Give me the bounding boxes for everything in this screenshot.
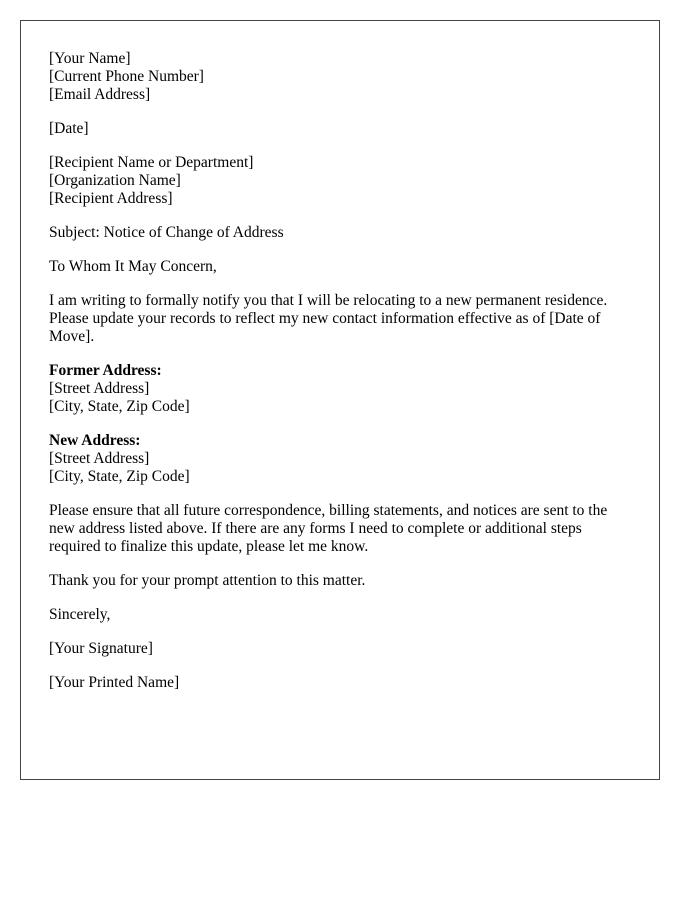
sender-email: [Email Address] (49, 86, 151, 103)
letter-date: [Date] (49, 120, 89, 137)
former-street: [Street Address] (49, 380, 150, 397)
intro-paragraph: I am writing to formally notify you that I will be relocating to a new permanent residence. Please update your records to reflect my new contact information effective as of [Date of Move]. (49, 292, 608, 345)
recipient-organization: [Organization Name] (49, 172, 181, 189)
former-address-block (49, 362, 631, 416)
salutation-block (49, 258, 631, 276)
former-address-heading: Former Address: (49, 362, 162, 379)
subject-block (49, 224, 631, 242)
date-block (49, 120, 631, 138)
recipient-address: [Recipient Address] (49, 190, 173, 207)
new-city-state-zip: [City, State, Zip Code] (49, 468, 190, 485)
printed-name: [Your Printed Name] (49, 674, 180, 691)
signature-block (49, 640, 631, 658)
thanks-block (49, 572, 631, 590)
sender-name: [Your Name] (49, 50, 131, 67)
letter-page (20, 20, 660, 780)
new-address-block (49, 432, 631, 486)
sender-phone: [Current Phone Number] (49, 68, 204, 85)
closing-line: Sincerely, (49, 606, 111, 623)
subject-line: Subject: Notice of Change of Address (49, 224, 284, 241)
recipient-name: [Recipient Name or Department] (49, 154, 254, 171)
sender-block (49, 50, 631, 104)
new-street: [Street Address] (49, 450, 150, 467)
printed-name-block (49, 674, 631, 692)
salutation: To Whom It May Concern, (49, 258, 217, 275)
closing-block (49, 606, 631, 624)
former-city-state-zip: [City, State, Zip Code] (49, 398, 190, 415)
thanks-line: Thank you for your prompt attention to this matter. (49, 572, 366, 589)
recipient-block (49, 154, 631, 208)
request-paragraph: Please ensure that all future correspondence, billing statements, and notices are sent to the new address listed above. If there are any forms I need to complete or additional steps required to finalize this update, please let me know. (49, 502, 608, 555)
new-address-heading: New Address: (49, 432, 141, 449)
signature-placeholder: [Your Signature] (49, 640, 153, 657)
